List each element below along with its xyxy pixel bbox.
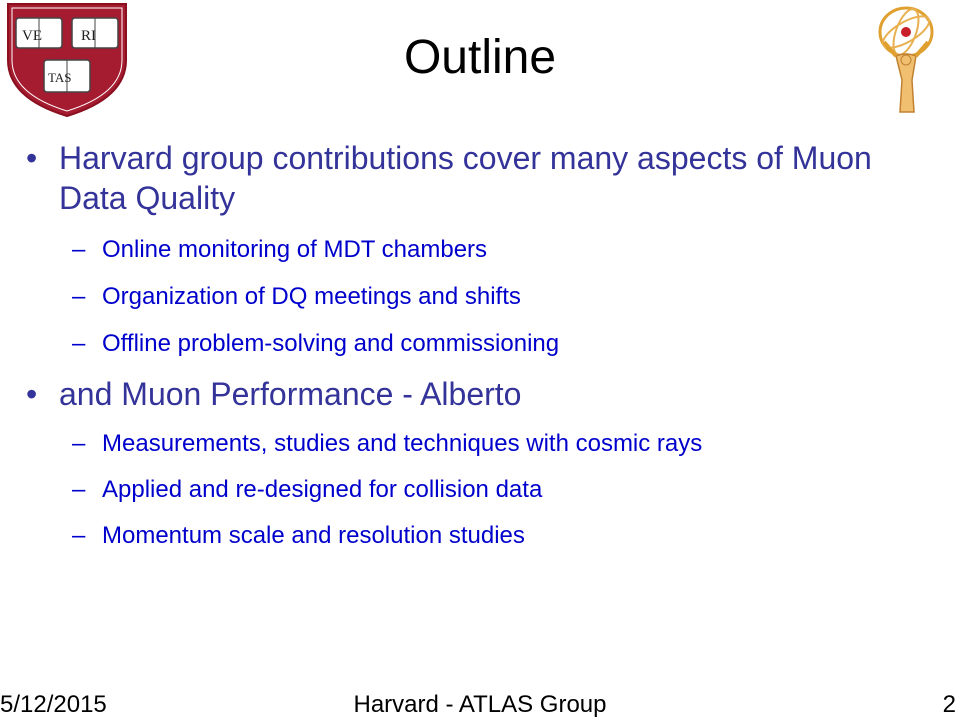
bullet-item: [26, 138, 926, 218]
dash-mark: –: [72, 522, 86, 549]
bullet-text: and Muon Performance - Alberto: [59, 376, 522, 412]
sub-item-text: Momentum scale and resolution studies: [102, 522, 525, 549]
sub-item: [72, 235, 932, 265]
dash-mark: –: [72, 236, 86, 263]
bullet-text: Harvard group contributions cover many aspects of Muon Data Quality: [59, 140, 872, 216]
dash-mark: –: [72, 430, 86, 457]
sub-item: [72, 329, 932, 359]
sub-item: [72, 475, 932, 505]
shield-word-tas: TAS: [48, 70, 72, 85]
bullet-mark: •: [26, 376, 38, 412]
shield-word-ve: VE: [22, 28, 42, 44]
sub-item: [72, 429, 932, 459]
sub-item-text: Organization of DQ meetings and shifts: [102, 283, 521, 310]
dash-mark: –: [72, 476, 86, 503]
sub-item-text: Online monitoring of MDT chambers: [102, 236, 488, 263]
bullet-mark: •: [26, 140, 38, 176]
bullet-item: [26, 374, 926, 414]
shield-word-ri: RI: [81, 28, 96, 44]
sub-item-text: Measurements, studies and techniques with cosmic rays: [102, 430, 703, 457]
footer-date: 5/12/2015: [0, 691, 107, 718]
dash-mark: –: [72, 330, 86, 357]
dash-mark: –: [72, 283, 86, 310]
sub-item-text: Applied and re-designed for collision data: [102, 476, 543, 503]
sub-item: [72, 521, 932, 551]
sub-item: [72, 282, 932, 312]
sub-item-text: Offline problem-solving and commissioning: [102, 330, 560, 357]
footer-page-number: 2: [942, 691, 956, 718]
footer-title: Harvard - ATLAS Group: [353, 691, 607, 718]
slide-title: Outline: [403, 31, 557, 84]
